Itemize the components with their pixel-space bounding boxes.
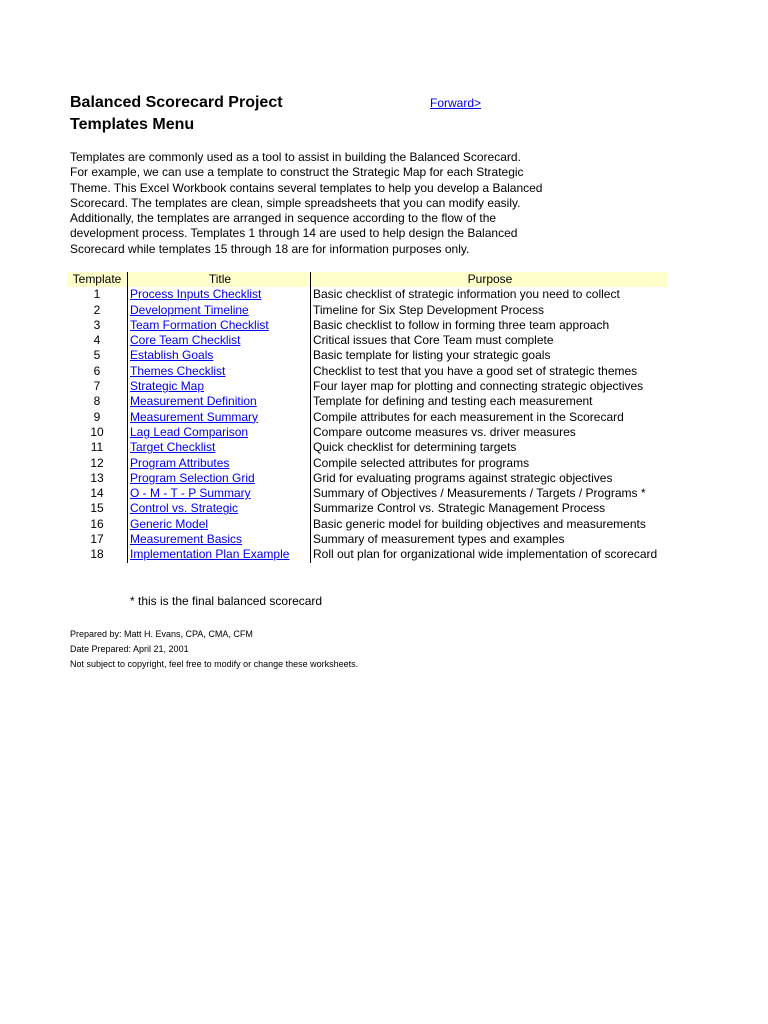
template-title-cell bbox=[128, 440, 311, 455]
template-purpose: Summarize Control vs. Strategic Management Process bbox=[311, 501, 668, 516]
template-number: 6 bbox=[93, 363, 101, 378]
template-title-cell bbox=[128, 486, 311, 501]
templates-table bbox=[67, 272, 667, 563]
template-number: 13 bbox=[90, 470, 104, 485]
template-link[interactable]: Program Selection Grid bbox=[130, 470, 255, 485]
template-title-cell bbox=[128, 333, 311, 348]
template-number: 5 bbox=[93, 348, 101, 363]
prepared-by: Prepared by: Matt H. Evans, CPA, CMA, CFM bbox=[70, 629, 253, 639]
intro-line: Scorecard while templates 15 through 18 are for information purposes only. bbox=[70, 241, 470, 256]
table-row bbox=[67, 318, 667, 333]
template-number: 17 bbox=[90, 532, 104, 547]
template-purpose: Timeline for Six Step Development Process bbox=[311, 303, 668, 318]
template-title-cell bbox=[128, 318, 311, 333]
title-line-1: Balanced Scorecard Project bbox=[70, 94, 283, 111]
template-title-cell bbox=[128, 547, 311, 562]
template-purpose: Quick checklist for determining targets bbox=[311, 440, 668, 455]
template-number: 8 bbox=[93, 394, 101, 409]
intro-paragraph bbox=[70, 150, 590, 257]
template-title-cell bbox=[128, 287, 311, 302]
page-title bbox=[70, 92, 283, 136]
template-purpose: Basic generic model for building objectives and measurements bbox=[311, 517, 668, 532]
template-title-cell bbox=[128, 425, 311, 440]
template-number: 16 bbox=[90, 516, 104, 531]
template-link[interactable]: Measurement Basics bbox=[130, 532, 243, 547]
template-purpose: Roll out plan for organizational wide implementation of scorecard bbox=[311, 547, 668, 562]
template-number: 14 bbox=[90, 486, 104, 501]
template-link[interactable]: Measurement Summary bbox=[130, 409, 259, 424]
table-row bbox=[67, 486, 667, 501]
table-row bbox=[67, 394, 667, 409]
table-row bbox=[67, 440, 667, 455]
template-number: 15 bbox=[90, 501, 104, 516]
template-number: 9 bbox=[93, 409, 101, 424]
template-number: 10 bbox=[90, 424, 104, 439]
template-number: 4 bbox=[93, 333, 101, 348]
footnote: * this is the final balanced scorecard bbox=[130, 594, 323, 608]
intro-line: Templates are commonly used as a tool to assist in building the Balanced Scorecard. bbox=[70, 150, 521, 164]
title-line-2: Templates Menu bbox=[70, 116, 195, 133]
template-purpose: Four layer map for plotting and connecting strategic objectives bbox=[311, 379, 668, 394]
template-purpose: Grid for evaluating programs against strategic objectives bbox=[311, 471, 668, 486]
template-link[interactable]: Control vs. Strategic bbox=[130, 501, 239, 516]
template-title-cell bbox=[128, 394, 311, 409]
table-row bbox=[67, 532, 667, 547]
template-title-cell bbox=[128, 303, 311, 318]
template-purpose: Compile selected attributes for programs bbox=[311, 456, 668, 471]
copyright-note: Not subject to copyright, feel free to modify or change these worksheets. bbox=[70, 659, 359, 669]
template-link[interactable]: Lag Lead Comparison bbox=[130, 424, 249, 439]
template-link[interactable]: Strategic Map bbox=[130, 379, 205, 394]
template-purpose: Basic checklist of strategic information you need to collect bbox=[311, 287, 668, 302]
table-row bbox=[67, 517, 667, 532]
template-link[interactable]: Program Attributes bbox=[130, 455, 230, 470]
template-link[interactable]: Core Team Checklist bbox=[130, 333, 241, 348]
template-link[interactable]: Establish Goals bbox=[130, 348, 214, 363]
intro-line: Additionally, the templates are arranged in sequence according to the flow of the bbox=[70, 211, 497, 226]
template-title-cell bbox=[128, 471, 311, 486]
table-row bbox=[67, 471, 667, 486]
header-title: Title bbox=[128, 272, 311, 287]
template-link[interactable]: Generic Model bbox=[130, 516, 209, 531]
template-number: 11 bbox=[90, 440, 104, 455]
table-row bbox=[67, 547, 667, 562]
template-purpose: Summary of Objectives / Measurements / Targets / Programs * bbox=[311, 486, 668, 501]
header-template: Template bbox=[67, 272, 128, 287]
intro-line: development process. Templates 1 through 14 are used to help design the Balanced bbox=[70, 226, 518, 241]
template-number: 12 bbox=[90, 455, 104, 470]
table-row bbox=[67, 364, 667, 379]
template-title-cell bbox=[128, 501, 311, 516]
template-purpose: Compile attributes for each measurement in the Scorecard bbox=[311, 410, 668, 425]
template-purpose: Compare outcome measures vs. driver measures bbox=[311, 425, 668, 440]
template-title-cell bbox=[128, 410, 311, 425]
table-row bbox=[67, 410, 667, 425]
template-link[interactable]: Process Inputs Checklist bbox=[130, 287, 262, 302]
intro-line: For example, we can use a template to construct the Strategic Map for each Strategic bbox=[70, 165, 524, 180]
template-purpose: Basic checklist to follow in forming three team approach bbox=[311, 318, 668, 333]
template-purpose: Basic template for listing your strategic goals bbox=[311, 348, 668, 363]
template-title-cell bbox=[128, 379, 311, 394]
template-number: 7 bbox=[93, 379, 101, 394]
table-row bbox=[67, 333, 667, 348]
table-row bbox=[67, 348, 667, 363]
template-title-cell bbox=[128, 532, 311, 547]
header-purpose: Purpose bbox=[311, 272, 668, 287]
intro-line: Scorecard. The templates are clean, simple spreadsheets that you can modify easily. bbox=[70, 195, 521, 210]
table-row bbox=[67, 501, 667, 516]
template-title-cell bbox=[128, 348, 311, 363]
intro-line: Theme. This Excel Workbook contains several templates to help you develop a Balanced bbox=[70, 180, 543, 195]
table-row bbox=[67, 425, 667, 440]
template-number: 2 bbox=[93, 302, 101, 317]
table-row bbox=[67, 456, 667, 471]
template-number: 1 bbox=[93, 287, 101, 302]
table-header-row bbox=[67, 272, 667, 287]
template-link[interactable]: Development Timeline bbox=[130, 302, 249, 317]
template-title-cell bbox=[128, 456, 311, 471]
template-number: 3 bbox=[93, 317, 101, 332]
template-link[interactable]: O - M - T - P Summary bbox=[130, 486, 251, 501]
template-purpose: Summary of measurement types and examples bbox=[311, 532, 668, 547]
template-purpose: Critical issues that Core Team must complete bbox=[311, 333, 668, 348]
template-title-cell bbox=[128, 364, 311, 379]
forward-link[interactable]: Forward> bbox=[430, 96, 482, 110]
template-link[interactable]: Team Formation Checklist bbox=[130, 317, 269, 332]
table-row bbox=[67, 303, 667, 318]
template-link[interactable]: Target Checklist bbox=[130, 440, 216, 455]
template-title-cell bbox=[128, 517, 311, 532]
template-link[interactable]: Implementation Plan Example bbox=[130, 547, 290, 562]
template-purpose: Checklist to test that you have a good set of strategic themes bbox=[311, 364, 668, 379]
template-link[interactable]: Themes Checklist bbox=[130, 363, 226, 378]
table-row bbox=[67, 287, 667, 302]
template-purpose: Template for defining and testing each measurement bbox=[311, 394, 668, 409]
template-number: 18 bbox=[90, 547, 104, 562]
date-prepared: Date Prepared: April 21, 2001 bbox=[70, 644, 189, 654]
template-link[interactable]: Measurement Definition bbox=[130, 394, 257, 409]
table-row bbox=[67, 379, 667, 394]
